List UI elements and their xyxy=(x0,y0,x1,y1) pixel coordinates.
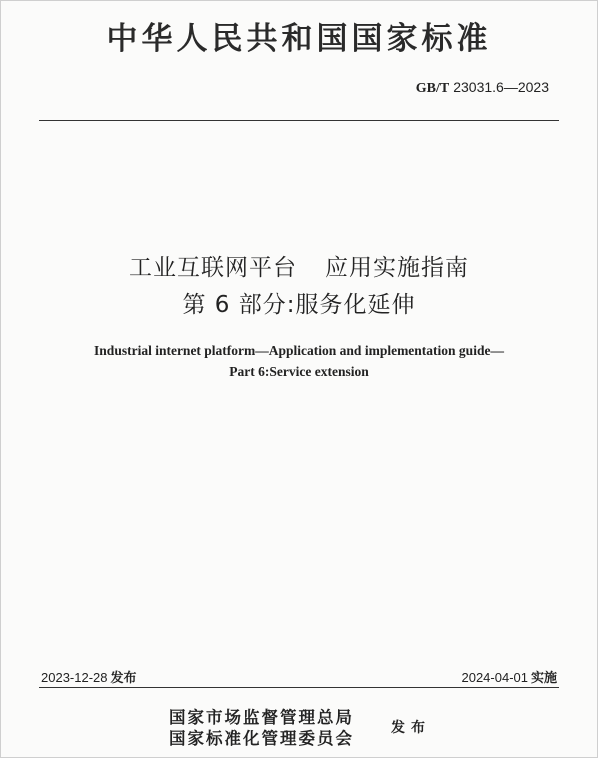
implementation-date-value: 2024-04-01 xyxy=(461,670,528,685)
issue-date-label: 发布 xyxy=(110,671,137,686)
issue-date-value: 2023-12-28 xyxy=(41,670,108,685)
national-standard-header: 中华人民共和国国家标准 xyxy=(106,21,492,57)
implementation-date-label: 实施 xyxy=(530,671,557,686)
publisher-sac: 国家标准化管理委员会 xyxy=(169,729,354,748)
standard-prefix: GB/T xyxy=(415,81,450,96)
publishers-block xyxy=(169,707,354,749)
chinese-title-part-2: 应用实施指南 xyxy=(325,255,469,281)
standard-code xyxy=(416,79,549,97)
english-title-line-2: Part 6:Service extension xyxy=(229,364,369,379)
chinese-title-part-1: 工业互联网平台 xyxy=(129,255,297,281)
standard-number: 23031.6—2023 xyxy=(453,79,549,95)
english-title-line-1: Industrial internet platform—Application and implementation guide— xyxy=(94,343,504,358)
chinese-title-line-1 xyxy=(1,249,597,282)
top-divider xyxy=(39,120,559,121)
issue-date xyxy=(41,667,137,686)
chinese-title-line-2: 第 6 部分:服务化延伸 xyxy=(182,292,416,318)
bottom-divider xyxy=(39,687,559,688)
publish-label: 发布 xyxy=(391,720,431,736)
implementation-date xyxy=(461,667,557,686)
publisher-samr: 国家市场监督管理总局 xyxy=(169,708,354,727)
